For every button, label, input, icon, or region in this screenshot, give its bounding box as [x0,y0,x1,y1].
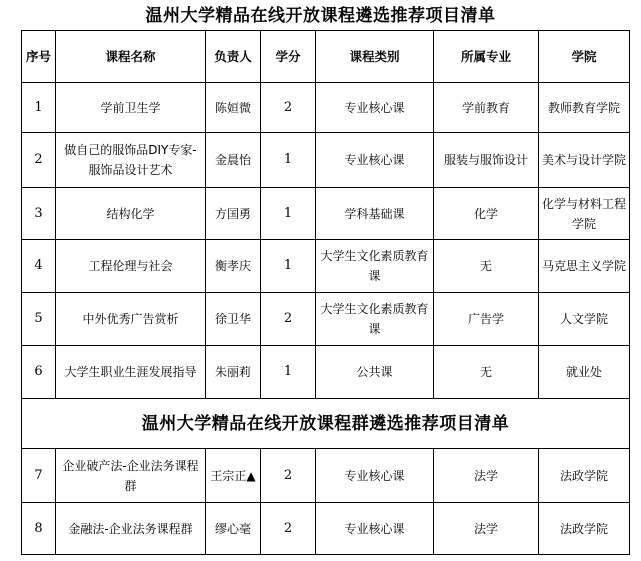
table-row [22,503,630,555]
table-row [22,449,630,503]
cell-major: 学前教育 [434,83,539,133]
cell-major: 无 [434,346,539,399]
cell-course: 结构化学 [56,188,206,240]
cell-college: 马克思主义学院 [539,240,630,293]
cell-leader: 金晨怡 [206,133,261,188]
cell-no: 6 [22,346,56,399]
cell-credit: 2 [261,293,316,346]
header-credit: 学分 [261,31,316,83]
cell-category: 大学生文化素质教育课 [316,240,434,293]
course-table [21,30,630,555]
header-no: 序号 [22,31,56,83]
cell-credit: 2 [261,503,316,555]
cell-college: 美术与设计学院 [539,133,630,188]
cell-college: 教师教育学院 [539,83,630,133]
cell-category: 专业核心课 [316,503,434,555]
table-row [22,240,630,293]
cell-course: 工程伦理与社会 [56,240,206,293]
cell-leader: 陈姮微 [206,83,261,133]
cell-college: 化学与材料工程学院 [539,188,630,240]
cell-credit: 1 [261,188,316,240]
table-row [22,133,630,188]
cell-credit: 2 [261,83,316,133]
table-row [22,293,630,346]
cell-leader: 朱丽莉 [206,346,261,399]
cell-course: 做自己的服饰品DIY专家-服饰品设计艺术 [56,133,206,188]
header-course: 课程名称 [56,31,206,83]
cell-category: 学科基础课 [316,188,434,240]
cell-leader: 徐卫华 [206,293,261,346]
table-row [22,83,630,133]
cell-no: 2 [22,133,56,188]
cell-category: 专业核心课 [316,133,434,188]
cell-leader: 王宗正▲ [206,449,261,503]
header-major: 所属专业 [434,31,539,83]
cell-no: 3 [22,188,56,240]
table-row [22,346,630,399]
cell-major: 广告学 [434,293,539,346]
cell-category: 公共课 [316,346,434,399]
cell-no: 1 [22,83,56,133]
header-category: 课程类别 [316,31,434,83]
cell-major: 化学 [434,188,539,240]
cell-leader: 方国勇 [206,188,261,240]
table-row [22,188,630,240]
cell-college: 人文学院 [539,293,630,346]
cell-major: 法学 [434,449,539,503]
cell-major: 服装与服饰设计 [434,133,539,188]
cell-credit: 1 [261,240,316,293]
cell-course: 企业破产法-企业法务课程群 [56,449,206,503]
page-title: 温州大学精品在线开放课程遴选推荐项目清单 [145,6,496,26]
cell-no: 5 [22,293,56,346]
cell-no: 7 [22,449,56,503]
cell-course: 金融法-企业法务课程群 [56,503,206,555]
cell-no: 8 [22,503,56,555]
cell-leader: 衡孝庆 [206,240,261,293]
cell-category: 大学生文化素质教育课 [316,293,434,346]
cell-leader: 缪心毫 [206,503,261,555]
header-college: 学院 [539,31,630,83]
cell-major: 无 [434,240,539,293]
cell-course: 学前卫生学 [56,83,206,133]
cell-category: 专业核心课 [316,83,434,133]
cell-course: 中外优秀广告赏析 [56,293,206,346]
section-title: 温州大学精品在线开放课程群遴选推荐项目清单 [22,399,630,449]
table-header-row [22,31,630,83]
cell-credit: 1 [261,133,316,188]
cell-category: 专业核心课 [316,449,434,503]
section-title-row [22,399,630,449]
cell-credit: 1 [261,346,316,399]
cell-college: 法政学院 [539,503,630,555]
cell-college: 就业处 [539,346,630,399]
cell-credit: 2 [261,449,316,503]
cell-no: 4 [22,240,56,293]
cell-major: 法学 [434,503,539,555]
cell-college: 法政学院 [539,449,630,503]
header-leader: 负责人 [206,31,261,83]
cell-course: 大学生职业生涯发展指导 [56,346,206,399]
